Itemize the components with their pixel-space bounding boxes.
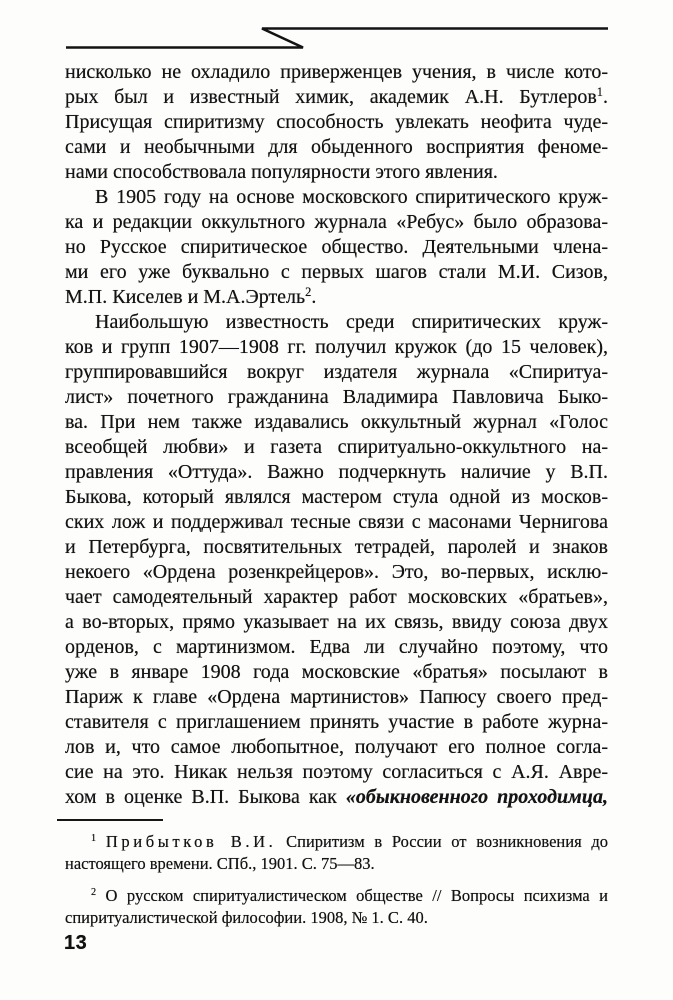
text-line (65, 485, 608, 510)
text-line (65, 310, 608, 335)
text-segment: . (311, 286, 317, 308)
text-segment: ских лож и поддерживал тесные связи с масонами Чернигова (65, 511, 608, 533)
text-line (65, 660, 608, 685)
text-line (65, 685, 608, 710)
section-divider-line (0, 0, 673, 60)
text-line (65, 235, 608, 260)
text-segment: Быкова, который являлся мастером стула одной из москов- (65, 486, 608, 508)
text-line (65, 831, 608, 853)
text-segment: М.П. Киселев и М.А.Эртель (65, 286, 306, 308)
text-line (65, 635, 608, 660)
text-segment: хом в оценке В.П. Быкова как (65, 786, 346, 808)
footnote (65, 885, 608, 929)
text-line (65, 185, 608, 210)
footnote-separator (57, 819, 163, 821)
text-line (65, 585, 608, 610)
text-segment: но Русское спиритическое общество. Деятельными члена- (65, 236, 608, 258)
text-line (65, 535, 608, 560)
text-segment: Присущая спиритизму способность увлекать неофита чуде- (65, 111, 608, 133)
text-line (65, 907, 608, 929)
text-segment: сами и необычными для обыденного восприятия феноме- (65, 136, 608, 158)
footnote (65, 831, 608, 875)
text-line (65, 510, 608, 535)
text-segment: лист» почетного гражданина Владимира Павловича Быко- (65, 386, 608, 408)
text-segment: лов и, что самое любопытное, получают его полное согла- (65, 736, 608, 758)
text-segment: рых был и известный химик, академик А.Н. Бутлеров (65, 86, 597, 108)
superscript-marker: 2 (91, 887, 97, 899)
text-segment: «обыкновенного проходимца, (345, 786, 608, 808)
text-line (65, 710, 608, 735)
text-line (65, 785, 608, 810)
text-segment: правления «Оттуда». Важно подчеркнуть наличие у В.П. (65, 461, 608, 483)
text-segment: В 1905 году на основе московского спиритического круж- (95, 186, 608, 208)
text-line (65, 560, 608, 585)
text-segment: О русском спиритуалистическом обществе // Вопросы психизма и (96, 886, 608, 905)
text-segment: и Петербурга, посвятительных тетрадей, паролей и знаков (65, 536, 608, 558)
text-segment: спиритуалистической философии. 1908, № 1. С. 40. (65, 908, 428, 927)
footnotes (65, 831, 608, 939)
text-line (65, 210, 608, 235)
text-segment: ва. При нем также издавались оккультный журнал «Голос (65, 411, 608, 433)
superscript-marker: 2 (305, 285, 312, 300)
text-segment: Прибытков В.И. (105, 832, 277, 851)
body-text (65, 60, 608, 810)
text-segment: нами способствовала популярности этого явления. (65, 161, 498, 183)
text-line (65, 260, 608, 285)
text-line (65, 610, 608, 635)
text-segment: Спиритизм в России от возникновения до (276, 832, 608, 851)
text-segment: некоего «Ордена розенкрейцеров». Это, во-первых, исклю- (65, 561, 608, 583)
text-line (65, 160, 608, 185)
text-segment: ставителя с приглашением принять участие в работе журна- (65, 711, 608, 733)
text-segment: Наибольшую известность среди спиритических круж- (95, 311, 608, 333)
text-line (65, 285, 608, 310)
text-segment: Париж к главе «Ордена мартинистов» Папюсу своего пред- (65, 686, 608, 708)
text-segment: нисколько не охладило приверженцев учения, в числе кото- (65, 61, 608, 83)
text-line (65, 853, 608, 875)
text-segment: всеобщей любви» и газета спиритуально-оккультного на- (65, 436, 608, 458)
text-line (65, 135, 608, 160)
text-line (65, 335, 608, 360)
text-line (65, 85, 608, 110)
text-segment: а во-вторых, прямо указывает на их связь, ввиду союза двух (65, 611, 608, 633)
text-segment: настоящего времени. СПб., 1901. С. 75—83. (65, 854, 375, 873)
text-line (65, 410, 608, 435)
text-line (65, 435, 608, 460)
text-line (65, 360, 608, 385)
text-line (65, 760, 608, 785)
superscript-marker: 1 (91, 833, 97, 845)
text-line (65, 110, 608, 135)
page-number: 13 (64, 932, 88, 954)
text-segment: группировавшийся вокруг издателя журнала «Спиритуа- (65, 361, 608, 383)
text-segment (96, 832, 106, 851)
text-segment: . (603, 86, 608, 108)
text-segment: сие на это. Никак нельзя поэтому согласиться с А.Я. Авре- (65, 761, 608, 783)
text-segment: ми его уже буквально с первых шагов стали М.И. Сизов, (65, 261, 608, 283)
text-line (65, 885, 608, 907)
text-line (65, 460, 608, 485)
superscript-marker: 1 (596, 85, 603, 100)
text-line (65, 735, 608, 760)
text-segment: чает самодеятельный характер работ московских «братьев», (65, 586, 608, 608)
text-segment: уже в январе 1908 года московские «братья» посылают в (65, 661, 608, 683)
text-segment: ка и редакции оккультного журнала «Ребус» было образова- (65, 211, 608, 233)
text-line (65, 385, 608, 410)
text-line (65, 60, 608, 85)
text-segment: ков и групп 1907—1908 гг. получил кружок (до 15 человек), (65, 336, 608, 358)
text-segment: орденов, с мартинизмом. Едва ли случайно поэтому, что (65, 636, 608, 658)
